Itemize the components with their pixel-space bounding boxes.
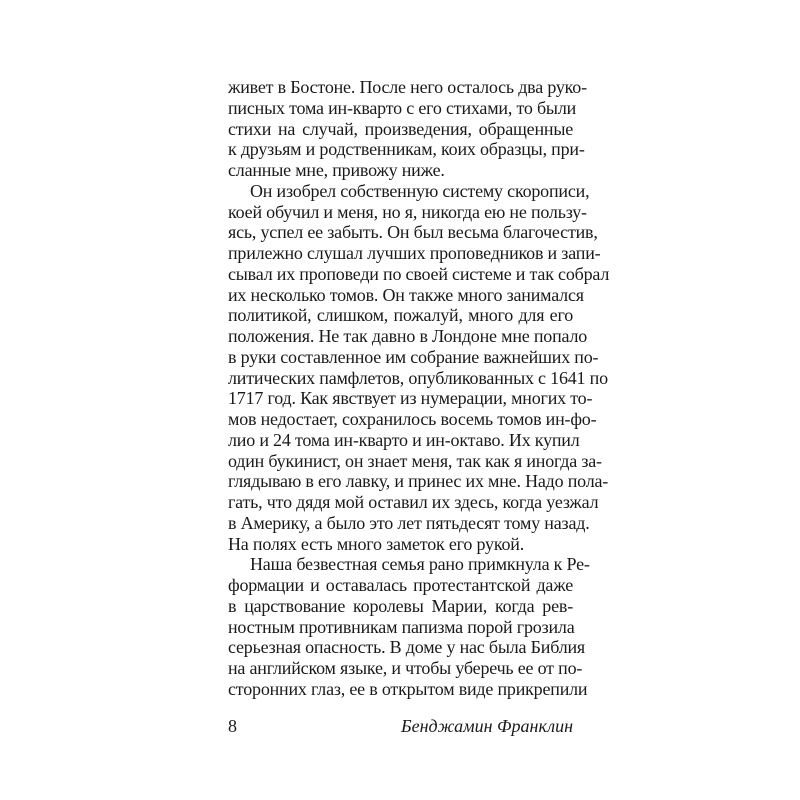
text-line: мов недостает, сохранилось восемь томов ин-фо- bbox=[228, 409, 597, 429]
text-line: их несколько томов. Он также много занимался bbox=[228, 284, 584, 305]
text-line: ясь, успел ее забыть. Он был весьма благочестив, bbox=[228, 222, 598, 243]
text-line: коей обучил и меня, но я, никогда ею не пользу- bbox=[228, 201, 587, 222]
text-line: в Америку, а было это лет пятьдесят тому назад. bbox=[228, 512, 590, 533]
page-body bbox=[228, 77, 610, 700]
page-footer bbox=[228, 715, 573, 737]
text-line: формации и оставалась протестантской даже bbox=[228, 575, 573, 595]
text-line: На полях есть много заметок его рукой. bbox=[228, 533, 525, 554]
text-line: положения. Не так давно в Лондоне мне попало bbox=[228, 326, 588, 346]
text-line: литических памфлетов, опубликованных с 1641 по bbox=[228, 367, 608, 388]
text-line: писных тома ин-кварто с его стихами, то были bbox=[228, 97, 577, 118]
text-line: Он изобрел собственную систему скорописи, bbox=[250, 180, 590, 201]
text-line: живет в Бостоне. После него осталось два руко- bbox=[228, 77, 587, 97]
text-line: прилежно слушал лучших проповедников и запи- bbox=[228, 243, 601, 263]
text-line: в царствование королевы Марии, когда рев- bbox=[228, 595, 573, 616]
text-line: стихи на случай, произведения, обращенные bbox=[228, 118, 573, 139]
page-number: 8 bbox=[228, 716, 237, 736]
text-line: гать, что дядя мой оставил их здесь, когда уезжал bbox=[228, 492, 599, 512]
text-line: сывал их проповеди по своей системе и так собрал bbox=[228, 263, 610, 284]
text-line: сланные мне, привожу ниже. bbox=[228, 160, 445, 180]
text-line: Наша безвестная семья рано примкнула к Ре- bbox=[250, 554, 590, 575]
text-line: к друзьям и родственникам, коих образцы, при- bbox=[228, 139, 585, 160]
text-line: ностным противникам папизма порой грозила bbox=[228, 616, 575, 637]
text-line: в руки составленное им собрание важнейших по- bbox=[228, 346, 599, 367]
text-line: один букинист, он знает меня, так как я иногда за- bbox=[228, 450, 602, 471]
text-line: серьезная опасность. В доме у нас была Библия bbox=[228, 637, 585, 658]
text-line: политикой, слишком, пожалуй, много для его bbox=[228, 305, 573, 326]
text-line: глядываю в его лавку, и принес их мне. Надо пола- bbox=[228, 471, 609, 492]
text-line: на английском языке, и чтобы уберечь ее от по- bbox=[228, 658, 583, 678]
text-line: 1717 год. Как явствует из нумерации, многих то- bbox=[228, 388, 593, 409]
text-line: сторонних глаз, ее в открытом виде прикрепили bbox=[228, 678, 588, 699]
text-line: лио и 24 тома ин-кварто и ин-октаво. Их купил bbox=[228, 429, 580, 450]
running-title: Бенджамин Франклин bbox=[400, 716, 573, 736]
